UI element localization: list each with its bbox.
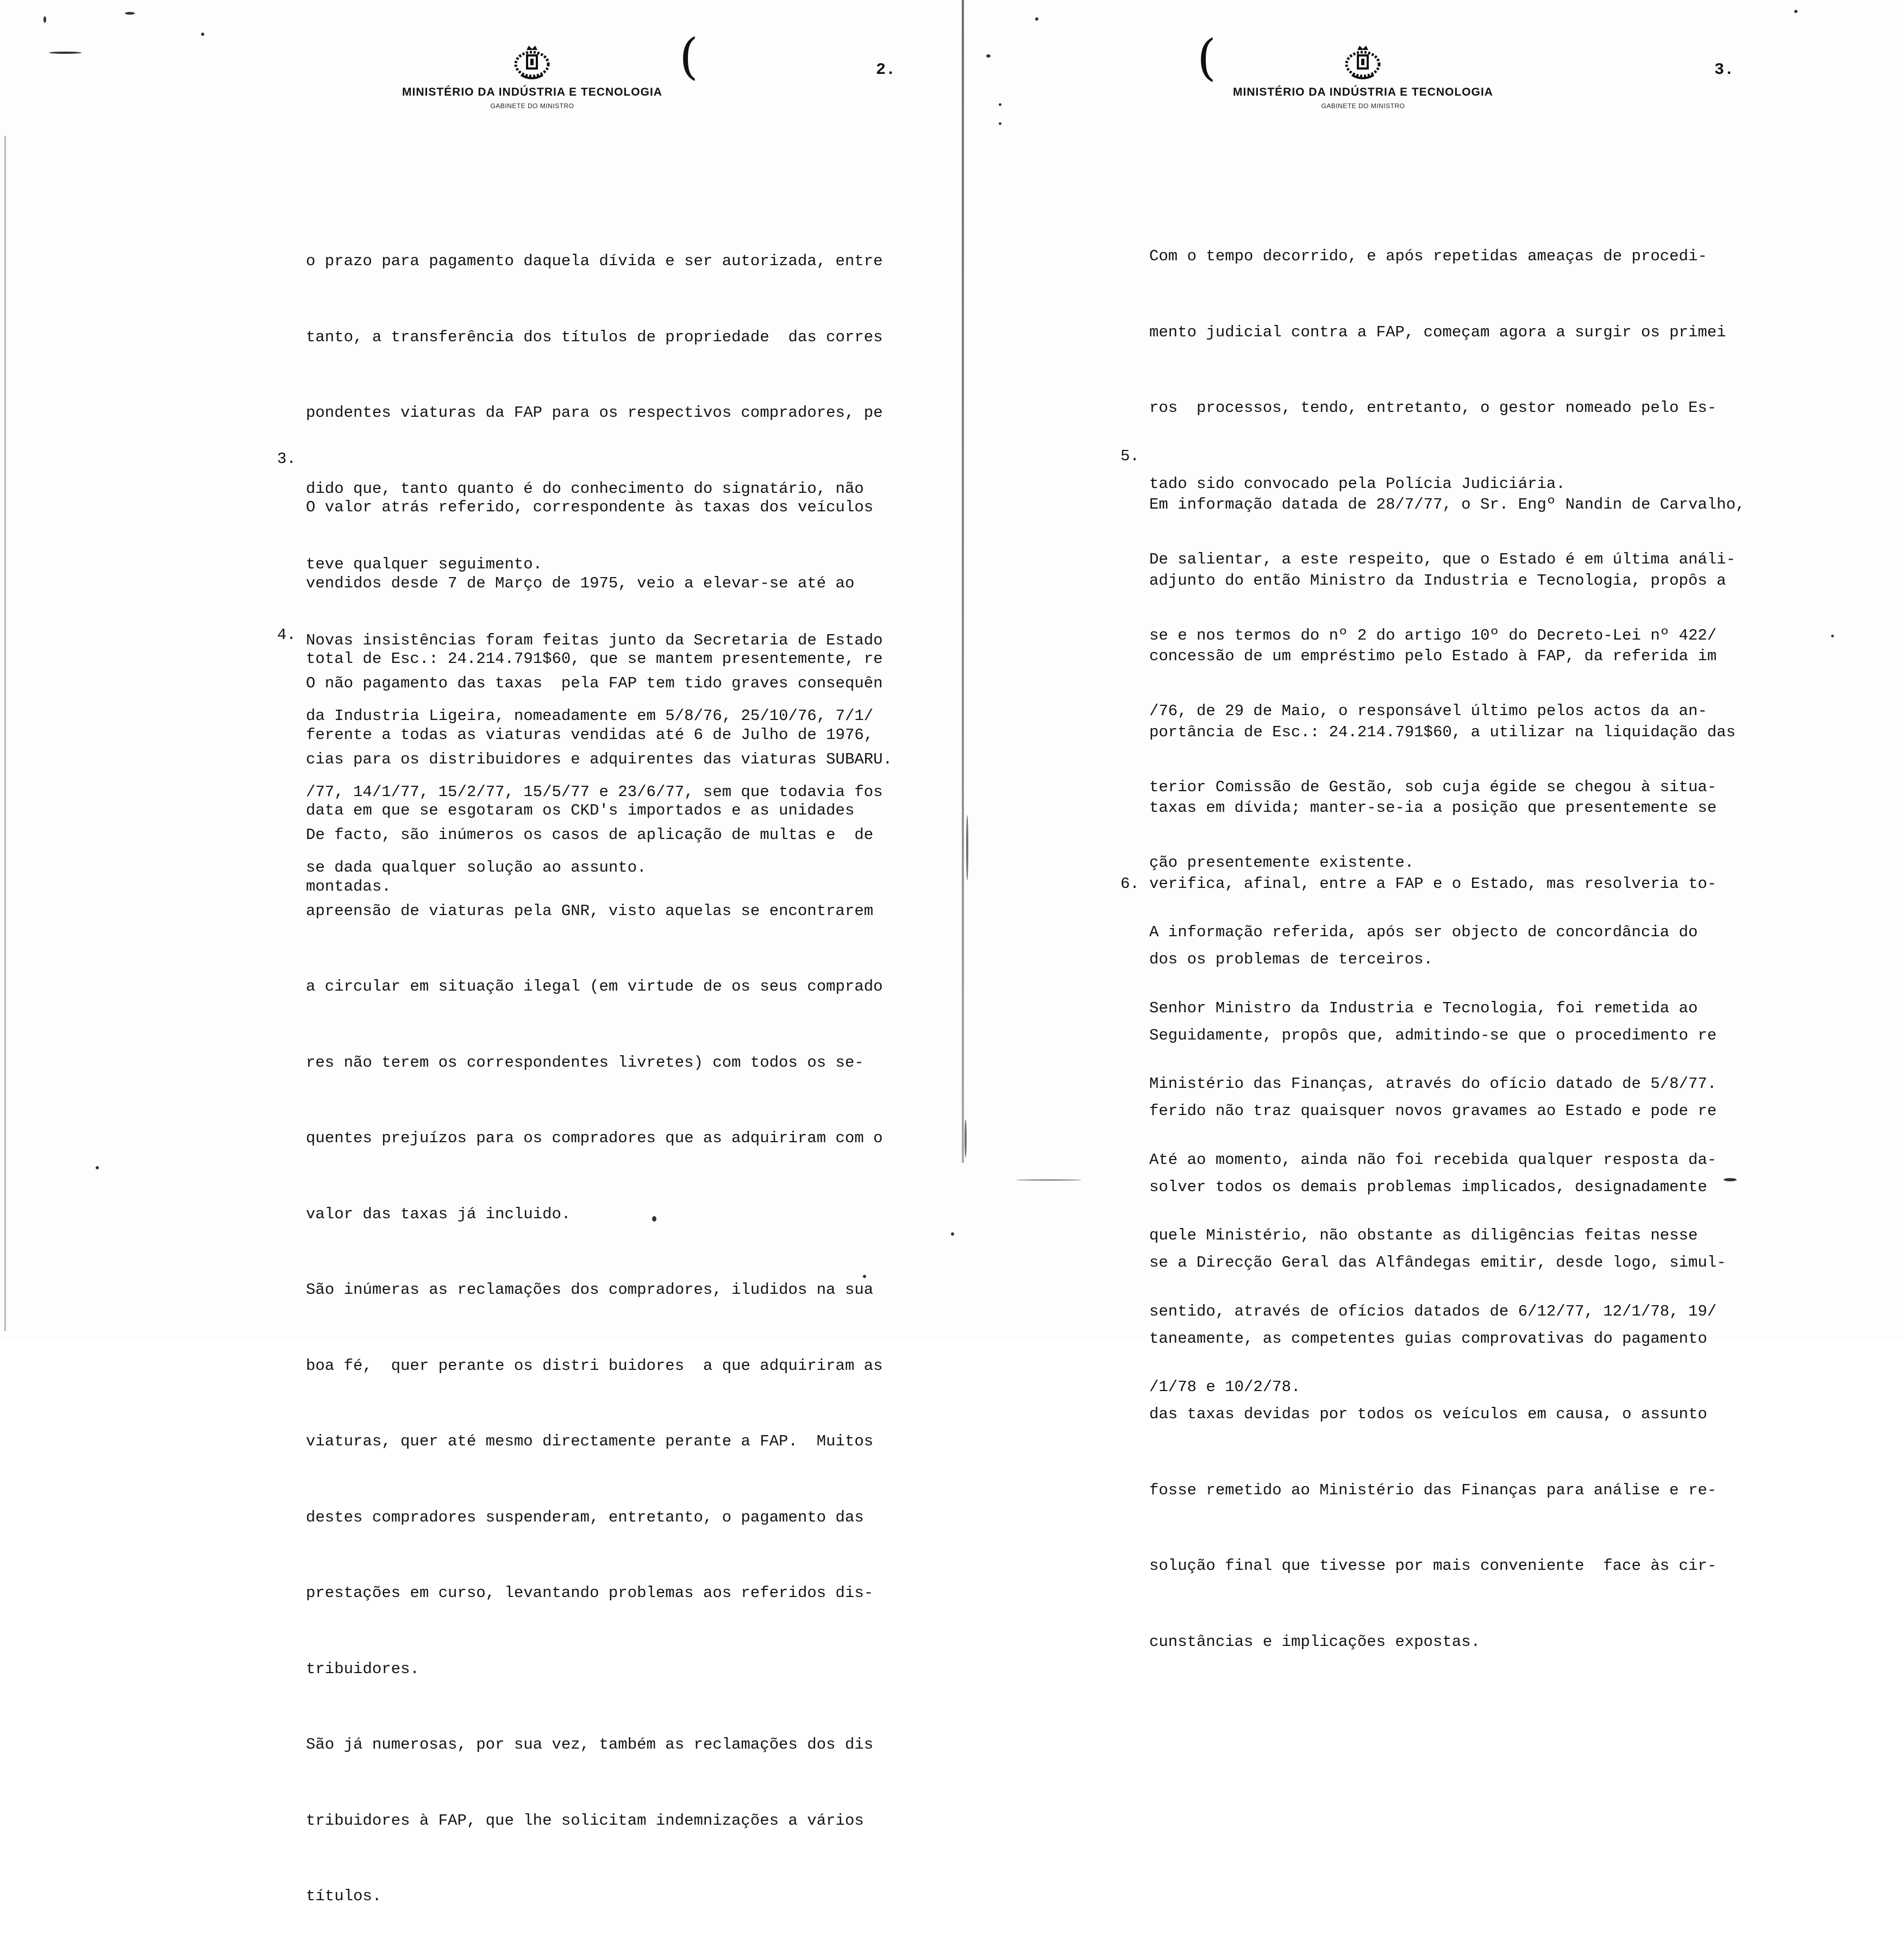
scan-speck xyxy=(951,1232,954,1236)
scan-speck xyxy=(986,54,991,58)
page-edge-shadow xyxy=(4,136,6,1331)
cabinet-subtitle: GABINETE DO MINISTRO xyxy=(490,102,574,110)
text-line: destes compradores suspenderam, entretanto, o pagamento das xyxy=(306,1508,864,1526)
crescent-mark: ( xyxy=(679,28,699,85)
text-line: vendidos desde 7 de Março de 1975, veio a elevar-se até ao xyxy=(306,574,855,592)
section-6-paragraph xyxy=(1149,869,1717,1451)
page-gutter xyxy=(962,0,964,1163)
text-line: ferido não traz quaisquer novos gravames ao Estado e pode re xyxy=(1149,1102,1717,1120)
scan-speck xyxy=(96,1166,99,1169)
text-line: das taxas devidas por todos os veículos em causa, o assunto xyxy=(1149,1405,1707,1423)
text-line: viaturas, quer até mesmo directamente perante a FAP. Muitos xyxy=(306,1432,874,1450)
page-number-right: 3. xyxy=(1714,61,1734,79)
text-line: quentes prejuízos para os compradores que as adquiriram com o xyxy=(306,1129,883,1147)
text-line: concessão de um empréstimo pelo Estado à FAP, da referida im xyxy=(1149,647,1717,665)
section-4-paragraph xyxy=(306,621,892,1960)
scan-speck xyxy=(1831,635,1834,637)
text-line: tribuidores à FAP, que lhe solicitam indemnizações a vários xyxy=(306,1811,864,1830)
text-line: pondentes viaturas da FAP para os respectivos compradores, pe xyxy=(306,404,883,422)
text-line: Até ao momento, ainda não foi recebida qualquer resposta da- xyxy=(1149,1150,1717,1169)
coat-of-arms-icon xyxy=(1341,42,1385,82)
text-line: terior Comissão de Gestão, sob cuja égide se chegou à situa- xyxy=(1149,778,1717,796)
text-line: fosse remetido ao Ministério das Finanças para análise e re- xyxy=(1149,1481,1717,1499)
letterhead-right xyxy=(1233,42,1493,110)
text-line: De facto, são inúmeros os casos de aplicação de multas e de xyxy=(306,826,874,844)
text-line: montadas. xyxy=(306,877,391,896)
scan-speck xyxy=(201,33,204,36)
text-line: se a Direcção Geral das Alfândegas emitir, desde logo, simul- xyxy=(1149,1254,1726,1272)
scan-speck xyxy=(1035,17,1038,21)
text-line: valor das taxas já incluido. xyxy=(306,1205,571,1223)
scan-speck xyxy=(43,16,46,23)
section-number: 6. xyxy=(1120,875,1139,893)
text-line: dos os problemas de terceiros. xyxy=(1149,950,1433,968)
text-line: sentido, através de ofícios datados de 6/12/77, 12/1/78, 19/ xyxy=(1149,1302,1717,1320)
letterhead-left xyxy=(402,42,662,110)
page-left xyxy=(0,0,964,1905)
text-line: São inúmeras as reclamações dos compradores, iludidos na sua xyxy=(306,1281,874,1299)
text-line: prestações em curso, levantando problemas aos referidos dis- xyxy=(306,1584,874,1602)
scan-speck xyxy=(1724,1178,1737,1181)
coat-of-arms-icon xyxy=(510,42,554,82)
text-line: ção presentemente existente. xyxy=(1149,854,1414,872)
text-line: portância de Esc.: 24.214.791$60, a utilizar na liquidação das xyxy=(1149,723,1736,741)
text-line: mento judicial contra a FAP, começam agora a surgir os primei xyxy=(1149,323,1726,341)
crescent-mark: ( xyxy=(1197,29,1217,86)
page-number-left: 2. xyxy=(876,61,896,79)
text-line: solver todos os demais problemas implicados, designadamente xyxy=(1149,1178,1707,1196)
text-line: /1/78 e 10/2/78. xyxy=(1149,1378,1301,1396)
section-number: 4. xyxy=(277,626,296,644)
text-line: Novas insistências foram feitas junto da Secretaria de Estado xyxy=(306,631,883,649)
text-line: teve qualquer seguimento. xyxy=(306,555,543,573)
text-line: se dada qualquer solução ao assunto. xyxy=(306,859,647,876)
text-line: adjunto do então Ministro da Industria e Tecnologia, propôs a xyxy=(1149,571,1726,590)
text-line: solução final que tivesse por mais conveniente face às cir- xyxy=(1149,1557,1717,1575)
text-line: verifica, afinal, entre a FAP e o Estado, mas resolveria to- xyxy=(1149,874,1717,893)
scan-speck xyxy=(652,1216,656,1222)
text-line: tanto, a transferência dos títulos de propriedade das corres xyxy=(306,328,883,346)
scan-speck xyxy=(1016,1179,1081,1181)
text-line: boa fé, quer perante os distri buidores a que adquiriram as xyxy=(306,1356,883,1375)
scan-speck xyxy=(1794,10,1797,13)
ministry-title: MINISTÉRIO DA INDÚSTRIA E TECNOLOGIA xyxy=(1233,86,1493,98)
text-line: tribuidores. xyxy=(306,1660,419,1678)
text-line: São já numerosas, por sua vez, também as reclamações dos dis xyxy=(306,1736,874,1754)
text-line: o prazo para pagamento daquela dívida e ser autorizada, entre xyxy=(306,252,883,270)
text-line: taxas em dívida; manter-se-ia a posição que presentemente se xyxy=(1149,799,1717,817)
section-number: 5. xyxy=(1120,447,1139,465)
text-line: /76, de 29 de Maio, o responsável último pelos actos da an- xyxy=(1149,702,1707,720)
text-line: total de Esc.: 24.214.791$60, que se mantem presentemente, re xyxy=(306,650,883,668)
scan-speck xyxy=(125,12,135,15)
scan-speck xyxy=(964,1119,967,1157)
text-line: Seguidamente, propôs que, admitindo-se que o procedimento re xyxy=(1149,1026,1717,1044)
text-line: da Industria Ligeira, nomeadamente em 5/8/76, 25/10/76, 7/1/ xyxy=(306,707,874,725)
text-line: Ministério das Finanças, através do ofício datado de 5/8/77. xyxy=(1149,1075,1717,1093)
text-line: taneamente, as competentes guias comprovativas do pagamento xyxy=(1149,1329,1707,1348)
text-line: títulos. xyxy=(306,1887,382,1905)
cabinet-subtitle: GABINETE DO MINISTRO xyxy=(1321,102,1405,110)
text-line: dido que, tanto quanto é do conhecimento do signatário, não xyxy=(306,479,864,498)
scan-speck xyxy=(49,52,82,54)
text-line: tado sido convocado pela Polícia Judiciária. xyxy=(1149,474,1565,493)
text-line: O valor atrás referido, correspondente às taxas dos veículos xyxy=(306,498,874,516)
text-line: Senhor Ministro da Industria e Tecnologia, foi remetida ao xyxy=(1149,999,1698,1017)
text-line: /77, 14/1/77, 15/2/77, 15/5/77 e 23/6/77, sem que todavia fos xyxy=(306,782,883,801)
text-line: a circular em situação ilegal (em virtude de os seus comprado xyxy=(306,978,883,995)
ministry-title: MINISTÉRIO DA INDÚSTRIA E TECNOLOGIA xyxy=(402,86,662,98)
text-line: cunstâncias e implicações expostas. xyxy=(1149,1632,1481,1651)
text-line: Com o tempo decorrido, e após repetidas ameaças de procedi- xyxy=(1149,247,1707,265)
scan-speck xyxy=(999,122,1001,125)
scan-speck xyxy=(966,815,968,880)
text-line: O não pagamento das taxas pela FAP tem tido graves consequên xyxy=(306,674,883,692)
text-line: se e nos termos do nº 2 do artigo 10º do Decreto-Lei nº 422/ xyxy=(1149,626,1717,644)
text-line: Em informação datada de 28/7/77, o Sr. Engº Nandin de Carvalho, xyxy=(1149,496,1745,514)
scan-speck xyxy=(999,103,1001,106)
page-right xyxy=(967,0,1904,1651)
text-line: A informação referida, após ser objecto de concordância do xyxy=(1149,923,1698,941)
text-line: apreensão de viaturas pela GNR, visto aquelas se encontrarem xyxy=(306,901,874,920)
scan-speck xyxy=(863,1275,866,1278)
text-line: De salientar, a este respeito, que o Estado é em última análi- xyxy=(1149,550,1736,568)
text-line: cias para os distribuidores e adquirentes das viaturas SUBARU. xyxy=(306,750,892,768)
text-line: ros processos, tendo, entretanto, o gestor nomeado pelo Es- xyxy=(1149,399,1717,417)
section-number: 3. xyxy=(277,450,296,468)
text-line: res não terem os correspondentes livretes) com todos os se- xyxy=(306,1053,864,1072)
text-line: ferente a todas as viaturas vendidas até 6 de Julho de 1976, xyxy=(306,725,874,744)
text-line: quele Ministério, não obstante as diligências feitas nesse xyxy=(1149,1226,1698,1244)
text-line: data em que se esgotaram os CKD's importados e as unidades xyxy=(306,801,855,819)
